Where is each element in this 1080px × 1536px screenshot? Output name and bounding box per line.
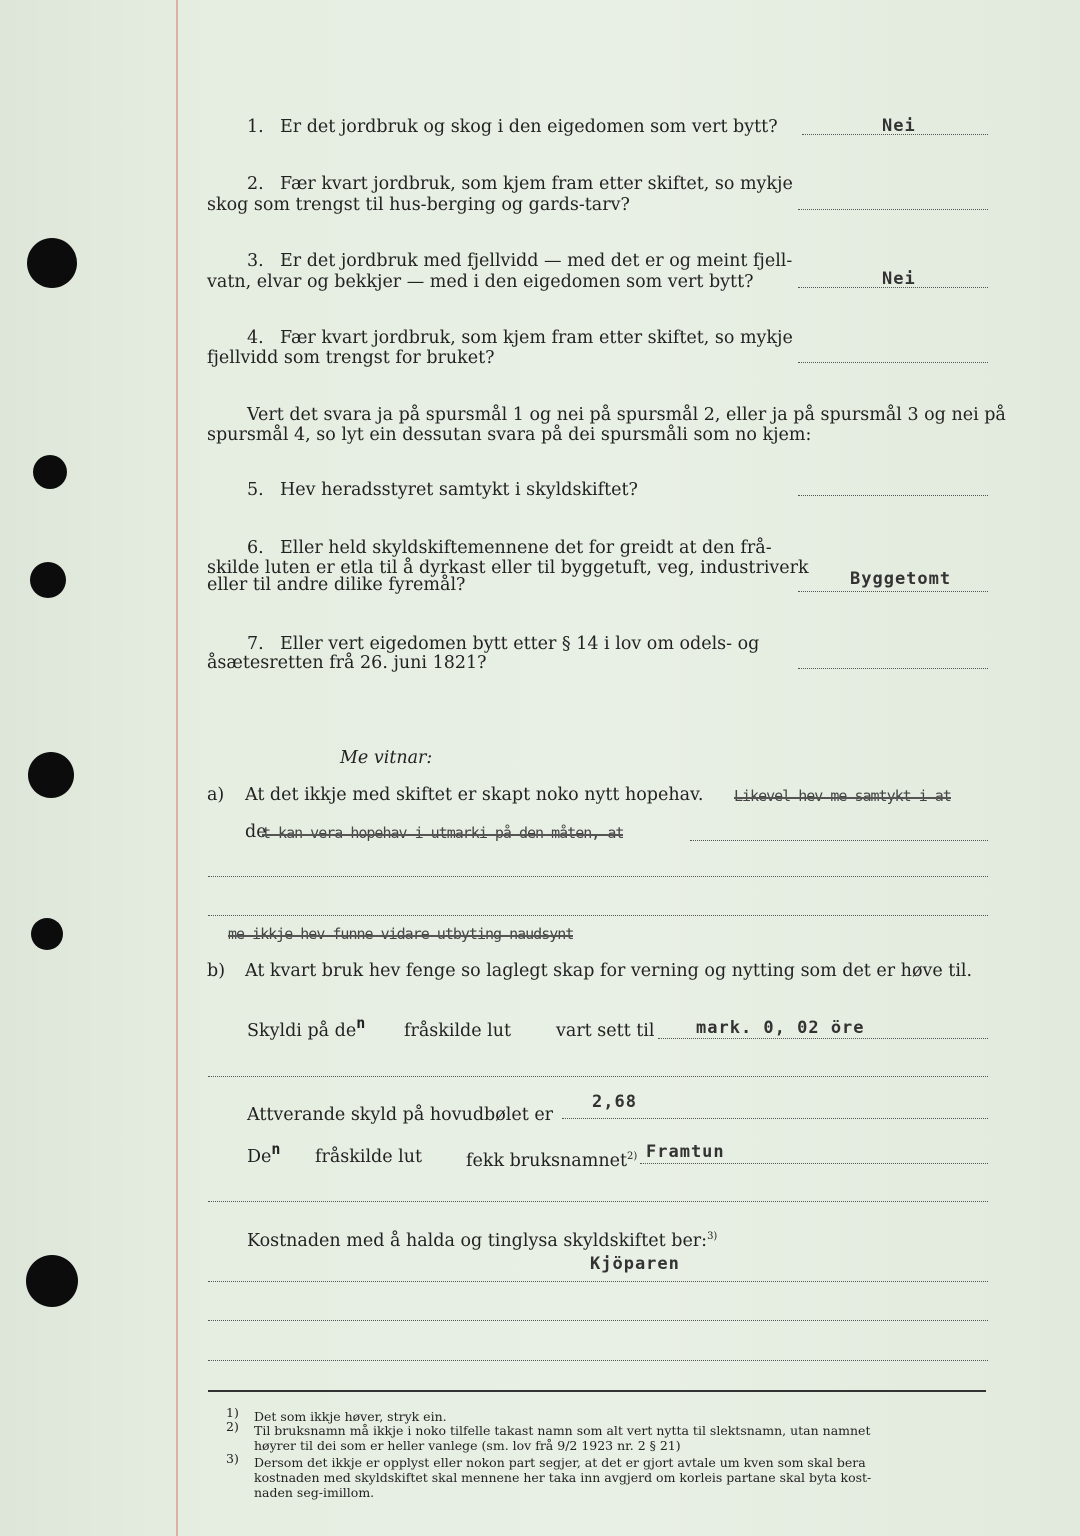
- skyld-sup4: 3): [707, 1231, 718, 1242]
- skyld-label1: [247, 1014, 366, 1042]
- witness-a-line2: [690, 840, 988, 841]
- skyld-line3: [640, 1163, 988, 1164]
- skyld-sup1: n: [356, 1014, 366, 1032]
- fn2-mark: 2): [226, 1419, 239, 1434]
- skyld-sup3: n: [271, 1140, 281, 1158]
- fn3-line1: Dersom det ikkje er opplyst eller nokon part segjer, at det er gjort avtale um kven som skal bera: [254, 1455, 866, 1470]
- q1-text: Er det jordbruk og skog i den eigedomen som vert bytt?: [280, 117, 778, 137]
- witness-b-label: b): [207, 961, 226, 981]
- q3-num: 3.: [247, 251, 264, 271]
- q6-answer-line: [798, 591, 988, 592]
- q4-line2: fjellvidd som trengst for bruket?: [207, 348, 495, 368]
- witness-b-text: At kvart bruk hev fenge so laglegt skap for verning og nytting som det er høve til.: [245, 961, 973, 981]
- witness-a-line3: [208, 876, 988, 877]
- q1-num: 1.: [247, 117, 264, 137]
- q4-line1: Fær kvart jordbruk, som kjem fram etter skiftet, so mykje: [280, 328, 793, 348]
- skyld-line2: [562, 1118, 988, 1119]
- skyld-value2: 2,68: [592, 1092, 637, 1112]
- q4-answer-line: [798, 362, 988, 363]
- skyld-label3c-text: fekk bruksnamnet: [466, 1150, 627, 1171]
- skyld-label1c: vart sett til: [556, 1021, 655, 1041]
- witness-a-strike3: me ikkje hev funne vidare utbyting naudsynt: [228, 925, 574, 943]
- footnote-rule: [208, 1390, 986, 1392]
- fn2-line1: Til bruksnamn må ikkje i noko tilfelle takast namn som alt vert nytta til slektsnamn, utan namnet: [254, 1423, 871, 1438]
- q2-num: 2.: [247, 174, 264, 194]
- fn3-line3: naden seg-imillom.: [254, 1485, 375, 1500]
- skyld-value3: Framtun: [646, 1142, 725, 1162]
- q4-num: 4.: [247, 328, 264, 348]
- fn3-mark: 3): [226, 1451, 239, 1466]
- q1-answer: Nei: [882, 116, 916, 136]
- skyld-label1-text: Skyldi på de: [247, 1021, 357, 1041]
- skyld-value4: Kjöparen: [590, 1254, 680, 1274]
- witness-a-label: a): [207, 785, 225, 805]
- punch-hole-3: [30, 562, 66, 598]
- skyld-label3c: [466, 1146, 637, 1172]
- q6-line2: skilde luten er etla til å dyrkast eller til byggetuft, veg, industriverk: [207, 558, 809, 578]
- q5-num: 5.: [247, 480, 264, 500]
- fn2-line2: høyrer til dei som er heller vanlege (sm. lov frå 9/2 1923 nr. 2 § 21): [254, 1438, 681, 1453]
- punch-hole-6: [26, 1255, 78, 1307]
- q6-line3: eller til andre dilike fyremål?: [207, 575, 466, 595]
- skyld-sup3c: 2): [627, 1151, 638, 1162]
- witness-a-strike1: Likevel hev me samtykt i at: [734, 787, 951, 805]
- q6-answer: Byggetomt: [850, 569, 952, 589]
- skyld-line4b: [208, 1320, 988, 1321]
- skyld-value1: mark. 0, 02 öre: [696, 1018, 865, 1038]
- skyld-label3b: fråskilde lut: [315, 1147, 423, 1167]
- witness-heading: Me vitnar:: [340, 748, 433, 768]
- q2-line2: skog som trengst til hus-berging og gards-tarv?: [207, 195, 630, 215]
- q3-line1: Er det jordbruk med fjellvidd — med det er og meint fjell-: [280, 251, 793, 271]
- intro-line2: spursmål 4, so lyt ein dessutan svara på dei spursmåli som no kjem:: [207, 425, 812, 445]
- skyld-label2: Attverande skyld på hovudbølet er: [247, 1105, 554, 1125]
- witness-a-strike2: t kan vera hopehav i utmarki på den måten, at: [262, 824, 624, 842]
- punch-hole-1: [27, 238, 77, 288]
- skyld-label4: [247, 1226, 717, 1252]
- q5-answer-line: [798, 495, 988, 496]
- witness-a-prefix2: de: [245, 822, 267, 842]
- q2-answer-line: [798, 209, 988, 210]
- q5-text: Hev heradsstyret samtykt i skyldskiftet?: [280, 480, 638, 500]
- fn1-mark: 1): [226, 1405, 239, 1420]
- skyld-label3: [247, 1140, 281, 1168]
- witness-a-text: At det ikkje med skiftet er skapt noko nytt hopehav.: [245, 785, 704, 805]
- q7-num: 7.: [247, 634, 264, 654]
- q2-line1: Fær kvart jordbruk, som kjem fram etter skiftet, so mykje: [280, 174, 793, 194]
- skyld-line4: [208, 1281, 988, 1282]
- skyld-line1: [658, 1038, 988, 1039]
- q7-line1: Eller vert eigedomen bytt etter § 14 i lov om odels- og: [280, 634, 760, 654]
- skyld-label3-text: De: [247, 1147, 272, 1167]
- skyld-line1b: [208, 1076, 988, 1077]
- q7-line2: åsætesretten frå 26. juni 1821?: [207, 653, 487, 673]
- skyld-line4c: [208, 1360, 988, 1361]
- q6-line1: Eller held skyldskiftemennene det for greidt at den frå-: [280, 538, 772, 558]
- q7-answer-line: [798, 668, 988, 669]
- witness-a-line4: [208, 915, 988, 916]
- fn1-text: Det som ikkje høver, stryk ein.: [254, 1409, 447, 1424]
- skyld-label4-text: Kostnaden med å halda og tinglysa skyldskiftet ber:: [247, 1230, 708, 1251]
- q3-answer: Nei: [882, 269, 916, 289]
- fn3-line2: kostnaden med skyldskiftet skal mennene her taka inn avgjerd om korleis partane skal byta kost-: [254, 1470, 872, 1485]
- punch-hole-4: [28, 752, 74, 798]
- intro-line1: Vert det svara ja på spursmål 1 og nei på spursmål 2, eller ja på spursmål 3 og nei på: [247, 405, 1006, 425]
- margin-line: [176, 0, 178, 1536]
- punch-hole-2: [33, 455, 67, 489]
- skyld-label1b: fråskilde lut: [404, 1021, 512, 1041]
- q6-num: 6.: [247, 538, 264, 558]
- skyld-line3b: [208, 1201, 988, 1202]
- q3-line2: vatn, elvar og bekkjer — med i den eigedomen som vert bytt?: [207, 272, 754, 292]
- punch-hole-5: [31, 918, 63, 950]
